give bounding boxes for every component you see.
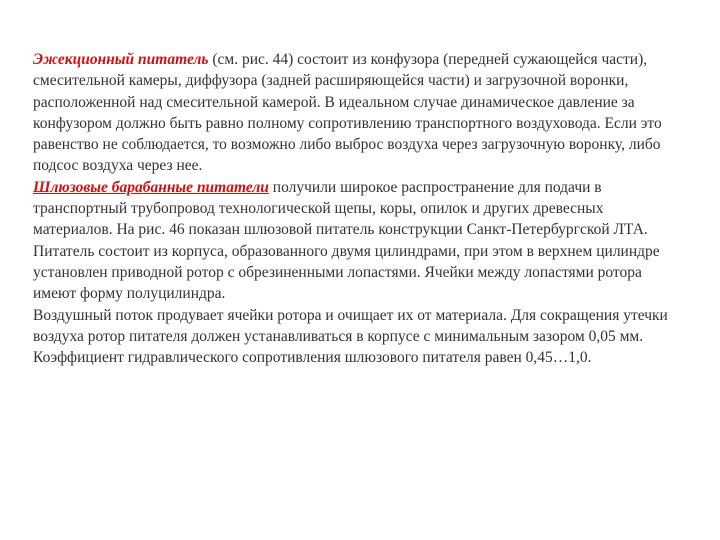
term-sluice-drum-feeders: Шлюзовые барабанные питатели [33,178,269,196]
text-block [33,49,673,368]
paragraph-air-flow [33,305,673,369]
term-ejector-feeder: Эжекционный питатель [33,51,209,68]
paragraph-body: получили широкое распространение для подачи в транспортный трубопровод технологической щепы, коры, опилок и других древесных материалов. На рис. 46 показан шлюзовой питатель конструкции Санкт-Петербургской ЛТА. Питатель состоит из корпуса, образованного двумя цилиндрами, при этом в верхнем цилиндре установлен приводной ротор с обрезиненными лопастями. Ячейки между лопастями ротора имеют форму полуцилиндра. [33,178,660,303]
paragraph-ejector-feeder [33,49,673,177]
paragraph-body: (см. рис. 44) состоит из конфузора (передней сужающейся части), смесительной камеры, диффузора (задней расширяющейся части) и загрузочной воронки, расположенной над смесительной камерой. В идеальном случае динамическое давление за конфузором должно быть равно полному сопротивлению транспортного воздуховода. Если это равенство не соблюдается, то возможно либо выброс воздуха через загрузочную воронку, либо подсос воздуха через нее. [33,51,662,175]
paragraph-body: Воздушный поток продувает ячейки ротора и очищает их от материала. Для сокращения утечки воздуха ротор питателя должен устанавливаться в корпусе с минимальным зазором 0,05 мм. Коэффициент гидравлического сопротивления шлюзового питателя равен 0,45…1,0. [33,306,668,367]
paragraph-sluice-feeder [33,177,673,305]
